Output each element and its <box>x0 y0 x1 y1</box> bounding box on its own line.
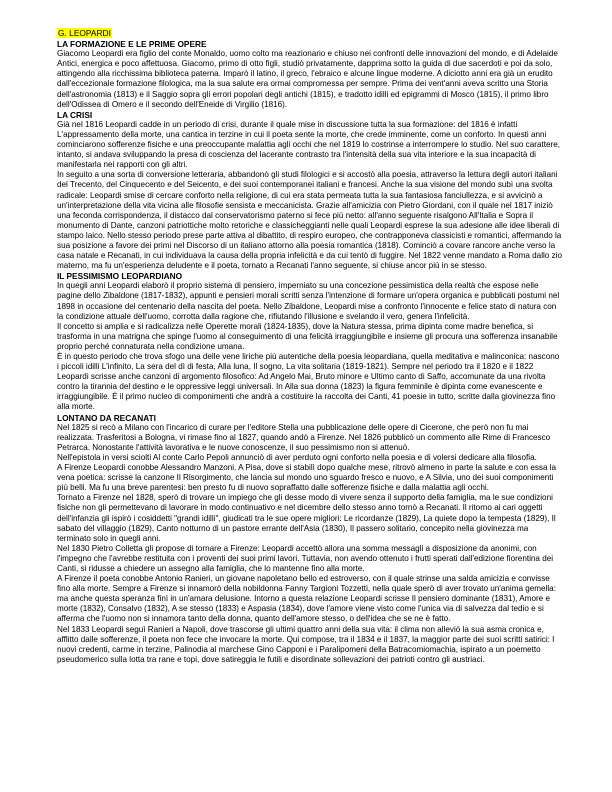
section-lontano-da-recanati <box>57 413 563 665</box>
paragraph: Nel 1825 si recò a Milano con l'incarico di curare per l'editore Stella una pubblicazione delle opere di Cicerone, che però non fu mai realizzata. Trasferitosi a Bologna, vi rimase fino al 1827, quando andò a Firenze. Nel 1826 pubblicò un commento alle Rime di Francesco Petrarca. Nonostante l'attività lavorativa e le nuove conoscenze, il suo pessimismo non si attenuò. <box>57 422 551 452</box>
paragraph: Nel 1833 Leopardi seguì Ranieri a Napoli, dove trascorse gli ultimi quattro anni della sua vita: il clima non alleviò la sua asma cronica e, afflitto dalle sofferenze, il poeta non fece che invocare la morte. Qui compose, tra il 1834 e il 1837, la maggior parte dei suoi scritti satirici: I nuovi credenti, carme in terzine, Palinodia al marchese Gino Capponi e i Paralipomeni della Batracomiomachia, ispirato a un poemetto pseudomerico sulla lotta tra rane e topi, dove satireggia le futili e disordinate sollevazioni dei patrioti contro gli austriaci. <box>57 624 555 664</box>
paragraph: Giacomo Leopardi era figlio del conte Monaldo, uomo colto ma reazionario e chiuso nei confronti delle innovazioni del mondo, e di Adelaide Antici, energica e poco affettuosa. Giacomo, primo di otto figli, studiò privatamente, dapprima sotto la guida di due sacerdoti e poi da solo, attingendo alla ricchissima biblioteca paterna. Imparò il latino, il greco, l'ebraico e alcune lingue moderne. A diciotto anni era già un erudito dall'eccezionale formazione filologica, ma la sua salute era ormai compromessa per sempre. Prima dei vent'anni aveva scritto una Storia dell'astronomia (1813) e il Saggio sopra gli errori popolari degli antichi (1815), e tradotto idilli ed epigrammi di Mosco (1815), il primo libro dell'Odissea di Omero e il secondo dell'Eneide di Virgilio (1816). <box>57 49 558 109</box>
section-heading: LONTANO DA RECANATI <box>57 412 156 423</box>
paragraph: In quegli anni Leopardi elaborò il proprio sistema di pensiero, imperniato su una concezione pessimistica della realtà che espose nelle pagine dello Zibaldone (1817-1832), appunti e pensieri morali scritti senza l'intenzione di formare un'opera organica e pubblicati postumi nel 1898 in occasione del centenario della nascita del poeta. Nello Zibaldone, Leopardi mise a confronto l'innocente e felice stato di natura con la condizione attuale dell'uomo, corrotta dalla ragione che, rifiutando l'illusione e svelando il vero, genera l'infelicità. <box>57 281 560 321</box>
document-title: G. LEOPARDI <box>58 28 111 38</box>
section-heading: LA FORMAZIONE E LE PRIME OPERE <box>57 39 207 50</box>
document-body <box>57 28 563 665</box>
paragraph: È in questo periodo che trova sfogo una delle vene liriche più autentiche della poesia leopardiana, quella meditativa e malinconica: nascono i piccoli idilli L'infinito, La sera del dì di festa, Alla luna, Il sogno, La vita solitaria (1819-1821). Sempre nel periodo tra il 1820 e il 1822 Leopardi scrisse anche canzoni di argomento filosofico: Ad Angelo Mai, Bruto minore e Ultimo canto di Saffo, accomunate da una rivolta contro la tirannia del destino e le oppressive leggi universali. In Alla sua donna (1823) la figura femminile è dipinta come evanescente e irraggiungibile. È il primo nucleo di componimenti che andrà a costituire la raccolta dei Canti, 41 poesie in tutto, scritte dalla giovinezza fino alla morte. <box>57 352 560 412</box>
section-formazione <box>57 39 563 110</box>
paragraph: Nell'epistola in versi sciolti Al conte Carlo Pepoli annunciò di aver perduto ogni conforto nella poesia e di volersi dedicare alla filosofia. <box>57 452 537 462</box>
section-pessimismo <box>57 271 563 412</box>
paragraph: Nel 1830 Pietro Colletta gli propose di tornare a Firenze: Leopardi accettò allora una somma messagli a disposizione da anonimi, con l'impegno che l'avrebbe restituita con i proventi dei suoi primi lavori. Tuttavia, non avendo ottenuto i frutti sperati dall'edizione fiorentina dei Canti, si ridusse a chiedere un assegno alla famiglia, che lo mantenne fino alla morte. <box>57 543 554 573</box>
paragraph: Il concetto si amplia e si radicalizza nelle Operette morali (1824-1835), dove la Natura stessa, prima dipinta come madre benefica, si trasforma in una matrigna che spinge l'uomo al conseguimento di una felicità irraggiungibile e insieme gli procura una sofferenza insanabile proprio perché connaturata nella condizione umana. <box>57 321 558 351</box>
paragraph: A Firenze il poeta conobbe Antonio Ranieri, un giovane napoletano bello ed estroverso, con il quale strinse una salda amicizia e convisse fino alla morte. Sempre a Firenze si innamorò della nobildonna Fanny Targioni Tozzetti, nella quale sperò di aver trovato un'anima gemella: ma anche questa speranza finì in un'amara delusione. Intorno a questa relazione Leopardi scrisse Il pensiero dominante (1831), Amore e morte (1832), Consalvo (1832), A se stesso (1833) e Aspasia (1834), dove l'amore viene visto come l'unica via di salvezza dal tedio e si afferma che l'uomo non si innamora tanto della donna, quanto dell'amore stesso, o dell'idea che se ne è fatto. <box>57 574 556 624</box>
paragraph: In seguito a una sorta di conversione letteraria, abbandonò gli studi filologici e si accostò alla poesia, attraverso la lettura degli autori italiani del Trecento, del Cinquecento e del Seicento, e dei suoi contemporanei italiani e francesi. Anche la sua visione del mondo subì una svolta radicale: Leopardi smise di cercare conforto nella religione, di cui era stata permeata tutta la sua fantasiosa fanciullezza, e si avvicinò a un'interpretazione della vita vicina alle filosofie sensista e meccanicista. Grazie all'amicizia con Pietro Giordani, con il quale nel 1817 iniziò una feconda corrispondenza, il distacco dal conservatorismo paterno si fece più netto: all'anno seguente risalgono All'Italia e Sopra il monumento di Dante, canzoni patriottiche molto retoriche e classicheggianti nelle quali Leopardi esprese la sua adesione alle idee liberali di stampo laico. Nello stesso periodo prese parte attiva al dibattito, di respiro europeo, che contrapponeva classicisti e romantici, affermando la sua posizione a favore dei primi nel Discorso di un italiano attorno alla poesia romantica (1818). Cominciò a covare rancore anche verso la casa natale e Recanati, in cui individuava la causa della propria infelicità e da cui tentò di fuggire. Nel 1822 venne mandato a Roma dallo zio materno, ma fu un'esperienza deludente e il poeta, tornato a Recanati l'anno seguente, si chiuse ancor più in se stesso. <box>57 170 562 271</box>
section-heading: LA CRISI <box>57 109 93 120</box>
paragraph: Già nel 1816 Leopardi cadde in un periodo di crisi, durante il quale mise in discussione tutta la sua formazione: del 1816 è infatti L'appressamento della morte, una cantica in terzine in cui il poeta sente la morte, che crede imminente, come un conforto. In questi anni cominciarono sofferenze fisiche e una preoccupante malattia agli occhi che nel 1819 lo costrinse a interrompere lo studio. Nel suo carattere, intanto, si andava sviluppando la presa di coscienza del lacerante contrasto tra l'intensità della sua vita interiore e la sua incapacità di manifestarla nei rapporti con gli altri. <box>57 119 560 170</box>
section-crisi <box>57 110 563 272</box>
section-heading: IL PESSIMISMO LEOPARDIANO <box>57 271 183 282</box>
paragraph: Tornato a Firenze nel 1828, sperò di trovare un impiego che gli desse modo di vivere senza il supporto della famiglia, ma le sue condizioni fisiche non gli permettevano di lavorare in modo continuativo e nel dicembre dello stesso anno tornò a Recanati. Il ritorno ai cari oggetti dell'infanzia gli ispirò i cosiddetti "grandi idilli", giudicati tra le sue opere migliori: Le ricordanze (1829), La quiete dopo la tempesta (1829), Il sabato del villaggio (1829), Canto notturno di un pastore errante dell'Asia (1830), Il passero solitario, concepito nella giovinezza ma terminato solo in quegli anni. <box>57 493 556 543</box>
paragraph: A Firenze Leopardi conobbe Alessandro Manzoni. A Pisa, dove si stabilì dopo qualche mese, ritrovò almeno in parte la salute e con essa la vena poetica: scrisse la canzone Il Risorgimento, che lancia sul mondo uno sguardo fresco e nuovo, e A Silvia, uno dei suoi componimenti più belli. Ma fu una breve parentesi: ben presto fu di nuovo sopraffatto dalle sofferenze fisiche e dalla malattia agli occhi. <box>57 463 557 493</box>
